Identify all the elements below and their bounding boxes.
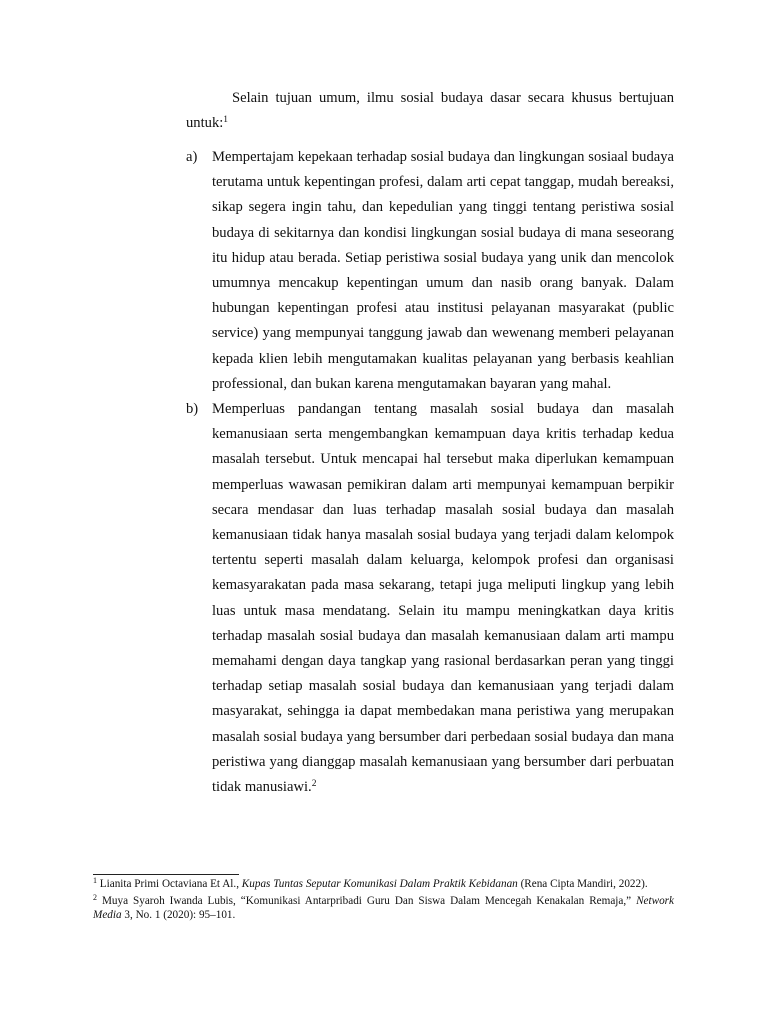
- list-item: [186, 145, 674, 397]
- footnote-ref-2: 2: [311, 779, 317, 790]
- footnote-1: [93, 877, 674, 892]
- intro-text: Selain tujuan umum, ilmu sosial budaya dasar secara khusus bertujuan untuk:: [186, 90, 674, 131]
- footnote-text: (Rena Cipta Mandiri, 2022).: [517, 878, 648, 890]
- footnote-title: Kupas Tuntas Seputar Komunikasi Dalam Praktik Kebidanan: [241, 878, 518, 890]
- footnote-title: Network Media: [93, 894, 674, 921]
- footnote-number: 2: [93, 892, 97, 902]
- list-item-text: Mempertajam kepekaan terhadap sosial budaya dan lingkungan sosiaal budaya terutama untuk kepentingan profesi, dalam arti cepat tanggap, mudah bereaksi, sikap segera ingin tahu, dan kepedulian yang tinggi tentang peristiwa sosial budaya di sekitarnya dan kondisi lingkungan sosial budaya di mana seseorang itu hidup atau berada. Setiap peristiwa sosial budaya yang unik dan mencolok umumnya mencakup kepentingan umum dan nasib orang banyak. Dalam hubungan kepentingan profesi atau institusi pelayanan masyarakat (public service) yang mempunyai tanggung jawab dan wewenang memberi pelayanan kepada klien lebih mengutamakan kualitas pelayanan yang berbasis keahlian professional, dan bukan karena mengutamakan bayaran yang mahal.: [212, 149, 674, 392]
- list-item-text: Memperluas pandangan tentang masalah sosial budaya dan masalah kemanusiaan serta mengembangkan kemampuan daya kritis terhadap kedua masalah tersebut. Untuk mencapai hal tersebut maka diperlukan kemampuan memperluas wawasan pemikiran dalam arti mempunyai kemampuan berpikir secara mendasar dan luas terhadap masalah sosial budaya dan masalah kemanusiaan tidak hanya masalah sosial budaya yang terjadi dalam kelompok tertentu seperti masalah dalam keluarga, kelompok profesi dan organisasi kemasyarakatan pada masa sekarang, tetapi juga meliputi lingkup yang lebih luas untuk masa mendatang. Selain itu mampu meningkatkan daya kritis terhadap masalah sosial budaya dan masalah kemanusiaan dalam arti mampu memahami dengan daya tangkap yang rasional berdasarkan peran yang tinggi terhadap setiap masalah sosial budaya dan kemanusiaan yang terjadi dalam masyarakat, sehingga ia dapat membedakan mana peristiwa yang merupakan masalah sosial budaya yang bersumber dari perbedaan sosial budaya dan mana peristiwa yang dianggap masalah kemanusiaan yang bersumber dari perbuatan tidak manusiawi.: [212, 401, 674, 796]
- footnote-ref-1: 1: [223, 115, 229, 125]
- list-marker: b): [186, 401, 199, 418]
- list-item: [186, 397, 674, 800]
- footnote-text: Lianita Primi Octaviana Et Al.,: [99, 878, 242, 890]
- footnote-text: 3, No. 1 (2020): 95–101.: [121, 909, 236, 921]
- footnote-text: Muya Syaroh Iwanda Lubis, “Komunikasi Antarpribadi Guru Dan Siswa Dalam Mencegah Kenakalan Remaja,”: [101, 894, 637, 907]
- footnotes: [93, 877, 674, 925]
- objectives-list: [186, 145, 674, 800]
- list-marker: a): [186, 149, 198, 165]
- footnote-separator: [93, 874, 239, 875]
- intro-paragraph: [186, 86, 674, 136]
- footnote-number: 1: [93, 876, 97, 885]
- footnote-2: [93, 894, 674, 923]
